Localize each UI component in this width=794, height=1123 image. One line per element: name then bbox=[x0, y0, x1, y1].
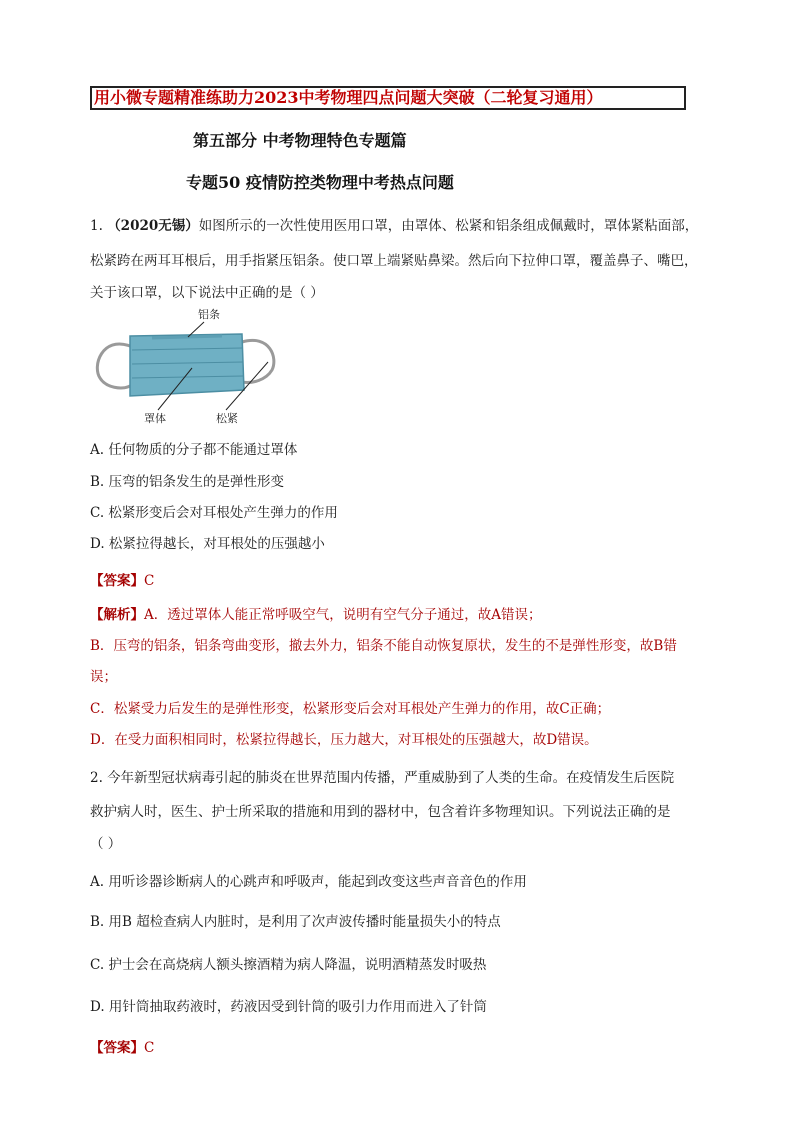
q1-analysis-line-3: 误； bbox=[90, 669, 117, 685]
q1-stem-line-2: 松紧跨在两耳耳根后，用手指紧压铝条。使口罩上端紧贴鼻梁。然后向下拉伸口罩，覆盖鼻子、嘴巴， bbox=[90, 253, 698, 269]
q1-source: （2020无锡） bbox=[107, 218, 199, 234]
q1-analysis-line-4: C．松紧受力后发生的是弹性形变，松紧形变后会对耳根处产生弹力的作用，故C正确； bbox=[90, 701, 611, 717]
q2-option-d: D. 用针筒抽取药液时，药液因受到针筒的吸引力作用而进入了针筒 bbox=[90, 999, 487, 1015]
q1-stem-text-1: 如图所示的一次性使用医用口罩，由罩体、松紧和铝条组成佩戴时，罩体紧粘面部， bbox=[198, 218, 699, 234]
q2-answer-value: C bbox=[144, 1040, 155, 1056]
q1-answer bbox=[90, 569, 154, 589]
aluminum-strip-shape bbox=[152, 336, 222, 338]
part-title: 第五部分 中考物理特色专题篇 bbox=[193, 131, 407, 150]
q1-analysis-line-1 bbox=[90, 603, 542, 623]
q2-option-c: C. 护士会在高烧病人额头擦酒精为病人降温，说明酒精蒸发时吸热 bbox=[90, 957, 487, 973]
right-ear-loop bbox=[242, 340, 274, 382]
q1-answer-tag: 【答案】 bbox=[90, 573, 144, 589]
q2-answer-tag: 【答案】 bbox=[90, 1040, 144, 1056]
q1-option-d: D. 松紧拉得越长，对耳根处的压强越小 bbox=[90, 536, 325, 552]
q1-answer-value: C bbox=[144, 573, 155, 589]
label-aluminum-strip: 铝条 bbox=[198, 308, 220, 321]
q2-stem-line-3: （ ） bbox=[90, 836, 122, 852]
mask-illustration bbox=[92, 306, 282, 428]
q2-stem-line-1: 2. 今年新型冠状病毒引起的肺炎在世界范围内传播，严重威胁到了人类的生命。在疫情发生后医院 bbox=[90, 770, 675, 786]
topic-title: 专题50 疫情防控类物理中考热点问题 bbox=[186, 173, 454, 192]
q1-option-c: C. 松紧形变后会对耳根处产生弹力的作用 bbox=[90, 505, 338, 521]
label-elastic: 松紧 bbox=[216, 412, 238, 425]
series-banner: 用小微专题精准练助力2023中考物理四点问题大突破（二轮复习通用） bbox=[90, 86, 686, 110]
mask-figure bbox=[92, 306, 282, 428]
q1-analysis-line-5: D．在受力面积相同时，松紧拉得越长，压力越大，对耳根处的压强越大，故D错误。 bbox=[90, 732, 598, 748]
q1-analysis-line-2: B．压弯的铝条，铝条弯曲变形，撤去外力，铝条不能自动恢复原状，发生的不是弹性形变，故B错 bbox=[90, 638, 677, 654]
q1-option-b: B. 压弯的铝条发生的是弹性形变 bbox=[90, 474, 285, 490]
mask-body-shape bbox=[130, 334, 244, 396]
q2-option-a: A. 用听诊器诊断病人的心跳声和呼吸声，能起到改变这些声音音色的作用 bbox=[90, 874, 527, 890]
q1-analysis-text-1: A．透过罩体人能正常呼吸空气，说明有空气分子通过，故A错误； bbox=[144, 607, 542, 623]
q2-answer bbox=[90, 1036, 154, 1056]
q2-stem-line-2: 救护病人时，医生、护士所采取的措施和用到的器材中，包含着许多物理知识。下列说法正确的是 bbox=[90, 804, 671, 820]
q1-stem-line-3: 关于该口罩，以下说法中正确的是（ ） bbox=[90, 285, 324, 301]
q1-analysis-tag: 【解析】 bbox=[90, 607, 144, 623]
q1-stem-line-1 bbox=[90, 214, 698, 234]
q2-option-b: B. 用B 超检查病人内脏时，是利用了次声波传播时能量损失小的特点 bbox=[90, 914, 501, 930]
left-ear-loop bbox=[97, 344, 130, 388]
label-mask-body: 罩体 bbox=[144, 412, 166, 425]
q1-option-a: A. 任何物质的分子都不能通过罩体 bbox=[90, 442, 298, 458]
q1-number: 1. bbox=[90, 218, 103, 234]
